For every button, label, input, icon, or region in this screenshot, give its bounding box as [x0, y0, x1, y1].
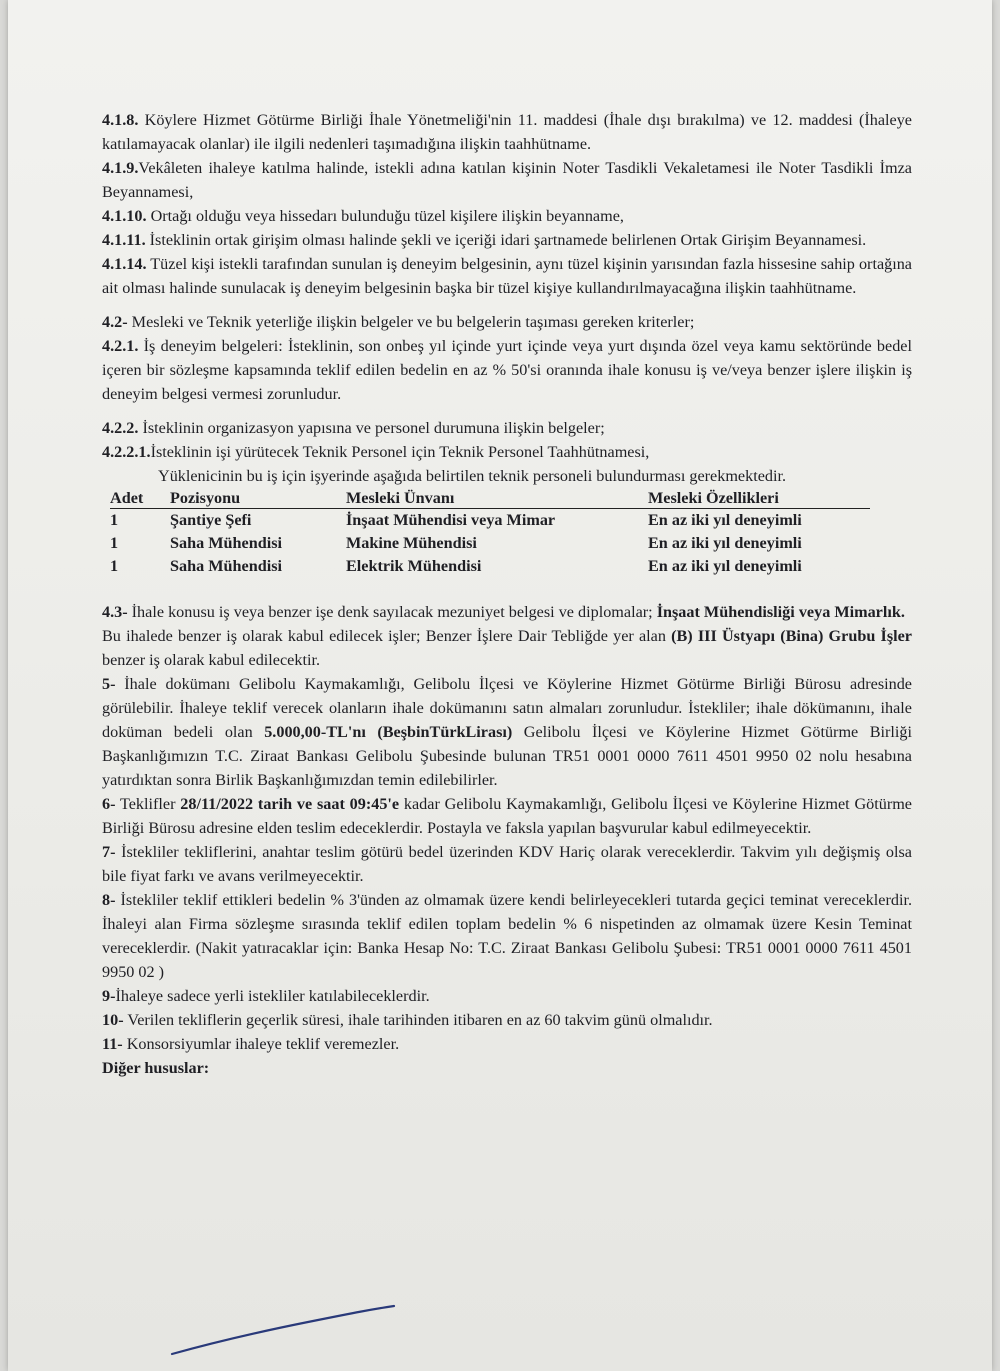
clause-4-3: 4.3- İhale konusu iş veya benzer işe denk sayılacak mezuniyet belgesi ve diplomalar; İnşaat Mühendisliği veya Mimarlık. — [102, 603, 905, 621]
table-header-row — [110, 488, 870, 509]
clause-4-2: 4.2- Mesleki ve Teknik yeterliğe ilişkin belgeler ve bu belgelerin taşıması gereken kriterler; — [102, 313, 695, 331]
clause-8: 8- İstekliler teklif ettikleri bedelin % 3'ünden az olmamak üzere kendi belirleyecekleri tutarda geçici teminat vereceklerdir. İhaleyi alan Firma sözleşme sırasında teklif edilen toplam bedelin % 6 nispetinden az olmamak üzere Kesin Teminat vereceklerdir. (Nakit yatıracaklar için: Banka Hesap No: T.C. Ziraat Bankası Gelibolu Şubesi: TR51 0001 0000 7611 4501 9950 02 ) — [102, 891, 912, 981]
cell-adet: 1 — [110, 557, 119, 575]
table-row — [110, 555, 870, 578]
technical-staff-table — [110, 488, 870, 578]
similar-works-paragraph: Bu ihalede benzer iş olarak kabul edilecek işler; Benzer İşlere Dair Tebliğde yer alan (B) III Üstyapı (Bina) Grubu İşler benzer iş olarak kabul edilecektir. — [102, 627, 912, 669]
cell-pozisyon: Şantiye Şefi — [170, 511, 252, 529]
other-matters-heading: Diğer hususlar: — [102, 1059, 210, 1077]
clause-4-2-2: 4.2.2. İsteklinin organizasyon yapısına ve personel durumuna ilişkin belgeler; — [102, 419, 605, 437]
table-row — [110, 509, 870, 533]
staff-requirement-text: Yüklenicinin bu iş için işyerinde aşağıda belirtilen teknik personeli bulundurması gerekmektedir. — [158, 467, 787, 485]
clause-7: 7- İstekliler tekliflerini, anahtar teslim götürü bedel üzerinden KDV Hariç olarak vereceklerdir. Takvim yılı değişmiş olsa bile fiyat farkı ve avans verilmeyecektir. — [102, 843, 912, 885]
signature-mark — [168, 1292, 398, 1362]
cell-unvan: Makine Mühendisi — [346, 534, 477, 552]
header-mesleki-unvani: Mesleki Ünvanı — [346, 488, 648, 509]
header-mesleki-ozellikleri: Mesleki Özellikleri — [648, 488, 870, 509]
document-body — [102, 108, 912, 1080]
clause-4-1-14: 4.1.14. Tüzel kişi istekli tarafından sunulan iş deneyim belgesinin, aynı tüzel kişinin yarısından fazla hissesine sahip ortağına ait olması halinde sunulacak iş deneyim belgesinin başka bir tüzel kişiye kullandırılmayacağına ilişkin taahhütname. — [102, 255, 912, 297]
clause-4-1-11: 4.1.11. İsteklinin ortak girişim olması halinde şekli ve içeriği idari şartnamede belirlenen Ortak Girişim Beyannamesi. — [102, 231, 867, 249]
clause-4-1-9: 4.1.9.Vekâleten ihaleye katılma halinde, istekli adına katılan kişinin Noter Tasdikli Vekaletamesi ile Noter Tasdikli İmza Beyannamesi, — [102, 159, 912, 201]
cell-pozisyon: Saha Mühendisi — [170, 534, 283, 552]
clause-4-1-10: 4.1.10. Ortağı olduğu veya hissedarı bulunduğu tüzel kişilere ilişkin beyanname, — [102, 207, 624, 225]
clause-5: 5- İhale dokümanı Gelibolu Kaymakamlığı, Gelibolu İlçesi ve Köylerine Hizmet Götürme Birliği Bürosu adresinde görülebilir. İhaleye teklif verecek olanların ihale dokümanını satın almaları zorunludur. İstekliler; ihale dökümanını, ihale doküman bedeli olan 5.000,00-TL'nı (BeşbinTürkLirası) Gelibolu İlçesi ve Köylerine Hizmet Götürme Birliği Başkanlığımızın T.C. Ziraat Bankası Gelibolu Şubesinde bulunan TR51 0001 0000 7611 4501 9950 02 nolu hesabına yatırdıktan sonra Birlik Başkanlığımızdan temin edilebilirler. — [102, 675, 913, 789]
clause-6: 6- Teklifler 28/11/2022 tarih ve saat 09:45'e kadar Gelibolu Kaymakamlığı, Gelibolu İlçesi ve Köylerine Hizmet Götürme Birliği Bürosu adresine elden teslim edeceklerdir. Postayla ve faksla yapılan başvurular kabul edilmeyecektir. — [102, 795, 912, 837]
cell-ozellik: En az iki yıl deneyimli — [648, 557, 802, 575]
clause-4-2-2-1: 4.2.2.1.İsteklinin işi yürütecek Teknik Personel için Teknik Personel Taahhütnamesi, — [102, 443, 650, 461]
table-row — [110, 532, 870, 555]
cell-unvan: Elektrik Mühendisi — [346, 557, 482, 575]
header-pozisyonu: Pozisyonu — [170, 488, 346, 509]
clause-11: 11- Konsorsiyumlar ihaleye teklif veremezler. — [102, 1035, 400, 1053]
document-page — [8, 0, 992, 1371]
clause-10: 10- Verilen tekliflerin geçerlik süresi, ihale tarihinden itibaren en az 60 takvim günü olmalıdır. — [102, 1011, 713, 1029]
cell-ozellik: En az iki yıl deneyimli — [648, 511, 802, 529]
cell-adet: 1 — [110, 534, 119, 552]
header-adet: Adet — [110, 488, 170, 509]
cell-unvan: İnşaat Mühendisi veya Mimar — [346, 511, 556, 529]
clause-4-1-8: 4.1.8. Köylere Hizmet Götürme Birliği İhale Yönetmeliği'nin 11. maddesi (İhale dışı bırakılma) ve 12. maddesi (İhaleye katılamayacak olanlar) ile ilgili nedenleri taşımadığına ilişkin taahhütname. — [102, 111, 912, 153]
cell-pozisyon: Saha Mühendisi — [170, 557, 283, 575]
clause-4-2-1: 4.2.1. İş deneyim belgeleri: İsteklinin, son onbeş yıl içinde yurt içinde veya yurt dışında özel veya kamu sektöründe bedel içeren bir sözleşme kapsamında teklif edilen bedelin en az % 50'si oranında ihale konusu iş ve/veya benzer işlere ilişkin iş deneyim belgesi vermesi zorunludur. — [102, 337, 912, 403]
clause-9: 9-İhaleye sadece yerli istekliler katılabileceklerdir. — [102, 987, 430, 1005]
cell-adet: 1 — [110, 511, 119, 529]
cell-ozellik: En az iki yıl deneyimli — [648, 534, 802, 552]
